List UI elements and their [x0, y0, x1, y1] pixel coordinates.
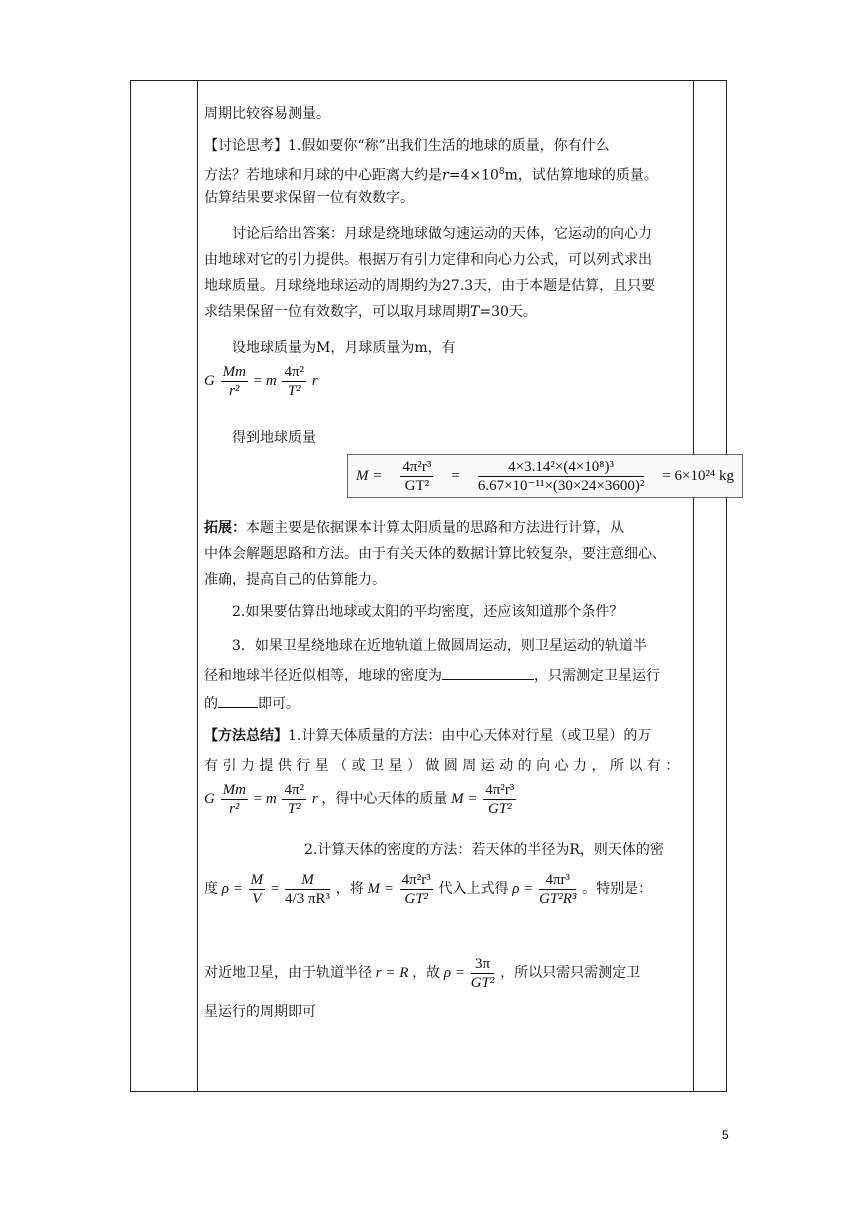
- denominator: GT²: [404, 477, 430, 494]
- numerator: 4×3.14²×(4×10⁸)³: [478, 458, 645, 477]
- formula-gravity: [204, 363, 692, 400]
- denominator: GT²: [404, 891, 429, 907]
- formula-density: [204, 871, 692, 908]
- numerator: M: [285, 871, 330, 890]
- text-line: 准确，提高自己的估算能力。: [204, 572, 386, 588]
- text-line: 设地球质量为M，月球质量为m，有: [232, 340, 456, 356]
- text-line: 有 引 力 提 供 行 星 （ 或 卫 星 ） 做 圆 周 运 动 的 向 心 力 ， 所 以 有 ：: [204, 758, 680, 774]
- text-line: 由地球对它的引力提供。根据万有引力定律和向心力公式，可以列式求出: [204, 252, 652, 268]
- fraction: [221, 363, 248, 400]
- lesson-table: [130, 80, 734, 1092]
- formula-part: ρ =: [443, 964, 465, 981]
- column-divider-left: [197, 81, 198, 1091]
- text-line: 星运行的周期即可: [204, 1004, 316, 1020]
- period-blank[interactable]: [218, 691, 258, 708]
- formula-part: m: [265, 790, 277, 807]
- method-summary-line: [204, 723, 692, 749]
- numerator: 4π²: [284, 364, 305, 380]
- text-line: [204, 691, 692, 717]
- formula-part: G: [204, 372, 215, 389]
- denominator: 6.67×10⁻¹¹×(30×24×3600)²: [477, 477, 645, 494]
- text-span: ，故: [412, 964, 441, 981]
- text-span: ，所以只需只需测定卫: [500, 964, 641, 981]
- fraction: [539, 871, 576, 908]
- fraction: [282, 363, 306, 400]
- formula-part: =: [451, 468, 460, 484]
- denominator: 4/3 πR³: [285, 891, 331, 907]
- text-line: 地球质量。月球绕地球运动的周期约为27.3天，由于本题是估算，且只要: [204, 278, 656, 294]
- discussion-heading: 【讨论思考】1.假如要你“称”出我们生活的地球的质量，你有什么: [204, 138, 610, 154]
- numerator: Mm: [222, 782, 246, 798]
- page-number: 5: [722, 1128, 729, 1142]
- var-r: r: [442, 167, 449, 184]
- formula-part: M =: [451, 790, 478, 807]
- formula-near-earth: [204, 955, 692, 992]
- text-span: 1.计算天体质量的方法：由中心天体对行星（或卫星）的万: [288, 728, 652, 744]
- denominator: r²: [229, 801, 240, 817]
- text-span: 。特别是：: [582, 880, 653, 897]
- fraction: [282, 781, 306, 818]
- text-span: ，只需测定卫星运行: [534, 668, 660, 684]
- text-line: 周期比较容易测量。: [204, 106, 330, 122]
- earth-mass-formula-box: [347, 454, 743, 498]
- fraction: [483, 781, 516, 818]
- denominator: GT²: [487, 801, 512, 817]
- formula-part: =: [253, 790, 263, 807]
- formula-central-mass: [204, 781, 692, 818]
- text-line: [204, 663, 692, 689]
- text-span: ，得中心天体的质量: [321, 790, 448, 807]
- text-span: 的: [204, 696, 218, 712]
- text-line: 估算结果要求保留一位有效数字。: [204, 190, 414, 206]
- text-line: [204, 299, 692, 325]
- numerator: 4πr³: [539, 871, 576, 890]
- text-span: 径和地球半径近似相等，地球的密度为: [204, 668, 442, 684]
- formula-result: = 6×10²⁴ kg: [662, 468, 734, 484]
- formula-part: ρ =: [512, 880, 534, 897]
- numerator: 4π²r³: [401, 872, 431, 888]
- formula-part: ρ =: [221, 880, 243, 897]
- denominator: T²: [287, 801, 301, 817]
- formula-part: m: [265, 372, 277, 389]
- extension-label: 拓展：: [204, 520, 246, 536]
- text-span: 代入上式得: [438, 880, 509, 897]
- text-line: 讨论后给出答案：月球是绕地球做匀速运动的天体，它运动的向心力: [232, 226, 652, 242]
- text-span: ，将: [335, 880, 364, 897]
- extension-line: [204, 515, 692, 541]
- numerator: Mm: [222, 364, 246, 380]
- text-span: =4×10: [448, 167, 499, 184]
- discussion-line: [204, 133, 692, 159]
- text-span: m，试估算地球的质量。: [504, 167, 658, 184]
- text-line: 2.计算天体的密度的方法：若天体的半径为R，则天体的密: [304, 842, 664, 858]
- numerator: 4π²r³: [485, 782, 515, 798]
- method-summary-label: 【方法总结】: [204, 728, 288, 744]
- formula-part: M =: [355, 468, 383, 484]
- fraction: [285, 871, 330, 908]
- denominator: GT²R³: [539, 891, 577, 907]
- denominator: r²: [229, 383, 240, 399]
- exponent: 8: [498, 167, 505, 177]
- numerator: 3π: [471, 955, 495, 974]
- numerator: M: [250, 872, 264, 888]
- fraction: [249, 871, 266, 908]
- text-span: 求结果保留一位有效数字，可以取月球周期: [204, 304, 470, 320]
- text-line: 3．如果卫星绕地球在近地轨道上做圆周运动，则卫星运动的轨道半: [232, 638, 647, 654]
- text-span: 度: [204, 880, 218, 897]
- text-span: 本题主要是依据课本计算太阳质量的思路和方法进行计算，从: [246, 520, 624, 536]
- fraction: [471, 955, 495, 992]
- text-span: =30天。: [479, 304, 537, 320]
- formula-part: =: [270, 880, 280, 897]
- denominator: T²: [287, 383, 301, 399]
- var-T: T: [470, 304, 480, 320]
- formula-part: G: [204, 790, 215, 807]
- text-span: 对近地卫星，由于轨道半径: [204, 964, 372, 981]
- fraction: [400, 871, 433, 908]
- fraction: [400, 458, 433, 495]
- formula-part: r: [311, 790, 318, 807]
- denominator: V: [252, 891, 262, 907]
- text-span: 即可。: [258, 696, 300, 712]
- numerator: 4π²: [284, 782, 305, 798]
- text-line: 中体会解题思路和方法。由于有关天体的数据计算比较复杂，要注意细心、: [204, 546, 666, 562]
- formula-part: r: [311, 372, 318, 389]
- text-line: 2.如果要估算出地球或太阳的平均密度，还应该知道那个条件？: [232, 604, 624, 620]
- numerator: 4π²r³: [402, 458, 432, 475]
- density-blank[interactable]: [442, 663, 534, 680]
- formula-part: M =: [367, 880, 394, 897]
- fraction: [478, 458, 645, 495]
- text-span: 方法？若地球和月球的中心距离大约是: [204, 167, 442, 184]
- denominator: GT²: [470, 975, 495, 991]
- fraction: [221, 781, 248, 818]
- text-line: 得到地球质量: [232, 430, 316, 446]
- formula-part: r = R: [375, 964, 409, 981]
- formula-part: =: [253, 372, 263, 389]
